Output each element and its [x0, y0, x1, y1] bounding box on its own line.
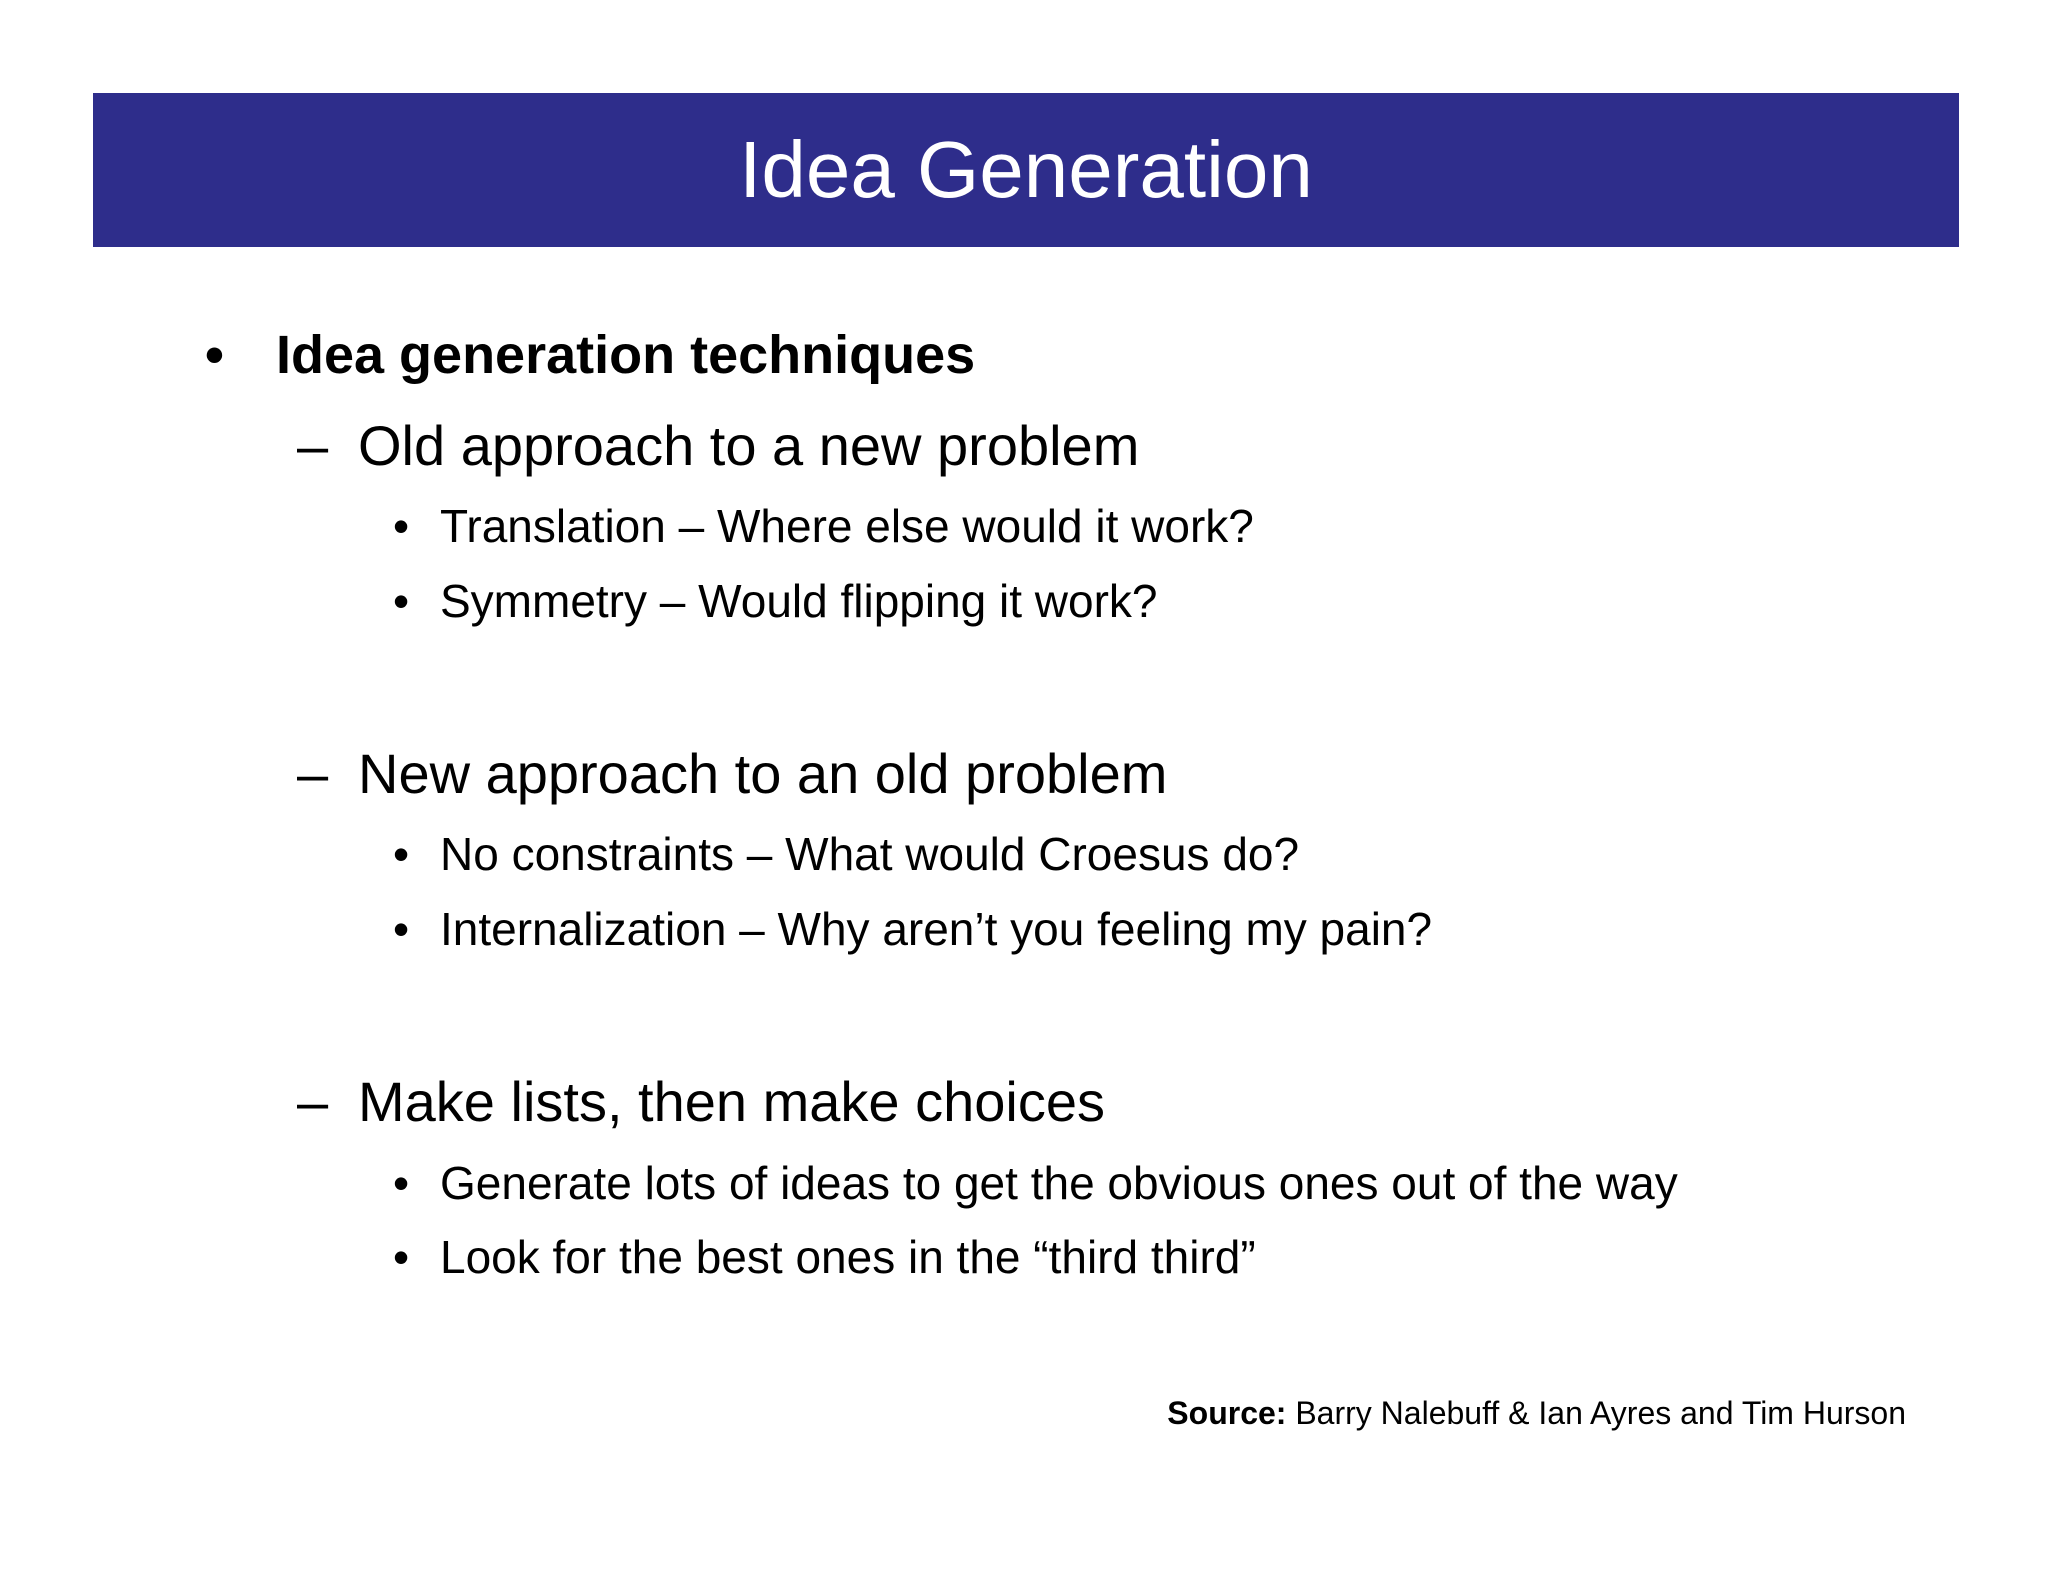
- sub-item: Generate lots of ideas to get the obvious ones out of the way: [440, 1157, 1678, 1209]
- dash-marker: –: [297, 414, 329, 477]
- slide-title: Idea Generation: [739, 125, 1313, 214]
- group-heading: Old approach to a new problem: [358, 414, 1140, 477]
- source-citation: [1167, 1397, 1906, 1429]
- bullet-marker: •: [393, 1157, 410, 1209]
- main-bullet: Idea generation techniques: [276, 325, 976, 385]
- source-label: Source:: [1167, 1395, 1287, 1431]
- sub-item: No constraints – What would Croesus do?: [440, 828, 1300, 880]
- sub-item: Look for the best ones in the “third third”: [440, 1231, 1256, 1283]
- dash-marker: –: [297, 1070, 329, 1133]
- bullet-marker: •: [393, 1231, 410, 1283]
- sub-item: Symmetry – Would flipping it work?: [440, 575, 1158, 627]
- group-heading: New approach to an old problem: [358, 742, 1168, 805]
- dash-marker: –: [297, 742, 329, 805]
- sub-item: Internalization – Why aren’t you feeling my pain?: [440, 903, 1433, 955]
- bullet-marker: •: [393, 575, 410, 627]
- bullet-marker: •: [393, 500, 410, 552]
- source-text: Barry Nalebuff & Ian Ayres and Tim Hurson: [1286, 1395, 1906, 1431]
- bullet-marker: •: [393, 903, 410, 955]
- group-heading: Make lists, then make choices: [358, 1070, 1105, 1133]
- title-bar: [93, 93, 1959, 247]
- bullet-marker: •: [205, 325, 224, 385]
- bullet-marker: •: [393, 828, 410, 880]
- sub-item: Translation – Where else would it work?: [440, 500, 1254, 552]
